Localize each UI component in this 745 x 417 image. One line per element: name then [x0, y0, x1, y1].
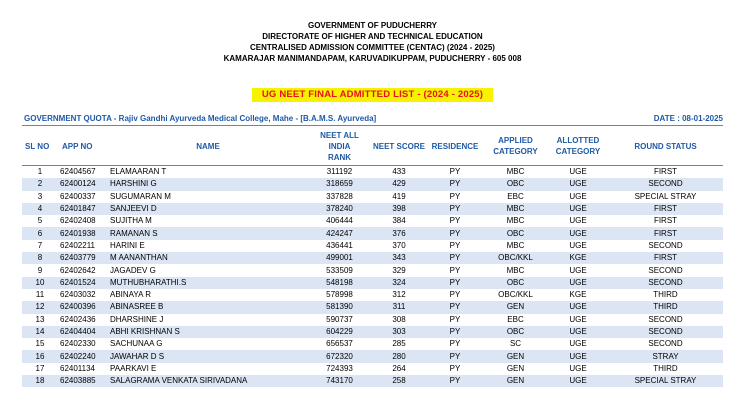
cell-sl-no: 18 [22, 375, 58, 387]
col-header-app-no: APP NO [58, 127, 108, 166]
cell-neet-score: 308 [392, 314, 406, 324]
col-header-name: NAME [108, 127, 308, 166]
cell-allotted-category: UGE [548, 227, 608, 239]
cell-neet-score: 258 [371, 375, 427, 387]
cell-round-status: SPECIAL STRAY [608, 375, 723, 387]
table-row [22, 178, 723, 190]
table-body [22, 166, 723, 388]
cell-allotted-category: KGE [548, 252, 608, 264]
cell-sl-no: 1 [37, 167, 43, 177]
cell-sl-no: 5 [37, 216, 43, 226]
cell-sl-no: 16 [22, 350, 58, 362]
table-row [22, 289, 723, 301]
table-row [22, 314, 723, 326]
header-line-4: KAMARAJAR MANIMANDAPAM, KARUVADIKUPPAM, PUDUCHERRY - 605 008 [223, 54, 522, 63]
table-row [22, 240, 723, 252]
cell-allotted-category: UGE [548, 350, 608, 362]
cell-name: SANJEEVI D [108, 203, 308, 215]
cell-name: SUJITHA M [110, 216, 152, 226]
cell-sl-no: 9 [37, 265, 43, 275]
cell-neet-rank: 311192 [326, 167, 353, 177]
cell-neet-rank: 743170 [308, 375, 371, 387]
cell-round-status: SECOND [608, 178, 723, 190]
col-header-applied-category: APPLIED CATEGORY [483, 127, 548, 166]
cell-neet-rank: 406444 [326, 216, 353, 226]
cell-applied-category: MBC [483, 203, 548, 215]
table-row [22, 191, 723, 203]
cell-app-no: 62400396 [58, 301, 108, 313]
cell-app-no: 62402330 [60, 339, 96, 349]
cell-neet-score: 285 [392, 339, 406, 349]
header-line-1: GOVERNMENT OF PUDUCHERRY [307, 21, 438, 30]
cell-neet-rank: 548198 [308, 277, 371, 289]
cell-app-no: 62402240 [58, 350, 108, 362]
cell-neet-rank: 581390 [308, 301, 371, 313]
cell-round-status: THIRD [653, 290, 678, 300]
cell-applied-category: EBC [507, 191, 524, 201]
cell-neet-rank: 590737 [326, 314, 353, 324]
cell-neet-rank: 656537 [326, 339, 353, 349]
cell-sl-no: 3 [37, 191, 43, 201]
cell-residence: PY [449, 314, 461, 324]
cell-allotted-category: UGE [569, 363, 587, 373]
table-row [22, 363, 723, 375]
cell-round-status: SECOND [648, 339, 683, 349]
cell-round-status: STRAY [608, 350, 723, 362]
cell-allotted-category: UGE [569, 240, 587, 250]
col-header-sl-no: SL NO [22, 127, 58, 166]
cell-name: RAMANAN S [108, 227, 308, 239]
cell-residence: PY [449, 240, 461, 250]
cell-round-status: FIRST [608, 252, 723, 264]
cell-name: MUTHUBHARATHI.S [108, 277, 308, 289]
cell-sl-no: 15 [35, 339, 45, 349]
cell-round-status: SECOND [608, 277, 723, 289]
cell-neet-rank: 604229 [308, 326, 371, 338]
cell-neet-score: 312 [392, 290, 406, 300]
cell-residence: PY [449, 290, 461, 300]
cell-applied-category: GEN [483, 350, 548, 362]
cell-applied-category: OBC [483, 277, 548, 289]
cell-applied-category: GEN [483, 375, 548, 387]
cell-residence: PY [427, 375, 483, 387]
cell-neet-rank: 424247 [308, 227, 371, 239]
cell-name: HARINI E [110, 240, 145, 250]
cell-neet-score: 376 [371, 227, 427, 239]
cell-app-no: 62400124 [58, 178, 108, 190]
cell-name: M AANANTHAN [108, 252, 308, 264]
cell-applied-category: GEN [506, 363, 525, 373]
cell-round-status: FIRST [653, 216, 678, 226]
cell-round-status: SECOND [648, 265, 683, 275]
cell-residence: PY [427, 227, 483, 239]
cell-app-no: 62404404 [58, 326, 108, 338]
cell-applied-category: OBC/KKL [498, 290, 533, 300]
cell-sl-no: 10 [22, 277, 58, 289]
cell-applied-category: MBC [506, 167, 525, 177]
cell-residence: PY [449, 191, 461, 201]
table-row [22, 338, 723, 350]
cell-neet-rank: 499001 [308, 252, 371, 264]
table-row [22, 227, 723, 239]
cell-round-status: THIRD [653, 363, 678, 373]
cell-neet-rank: 724393 [326, 363, 353, 373]
cell-applied-category: OBC [483, 326, 548, 338]
cell-allotted-category: UGE [548, 375, 608, 387]
cell-name: DHARSHINE J [110, 314, 164, 324]
cell-residence: PY [449, 167, 461, 177]
header-line-2: DIRECTORATE OF HIGHER AND TECHNICAL EDUCATION [262, 32, 483, 41]
cell-neet-score: 433 [392, 167, 406, 177]
cell-residence: PY [449, 265, 461, 275]
cell-sl-no: 6 [22, 227, 58, 239]
cell-applied-category: MBC [506, 240, 525, 250]
cell-round-status: FIRST [608, 227, 723, 239]
cell-residence: PY [427, 203, 483, 215]
cell-applied-category: MBC [506, 216, 525, 226]
cell-applied-category: OBC [483, 178, 548, 190]
cell-app-no: 62403032 [60, 290, 96, 300]
cell-residence: PY [449, 216, 461, 226]
admitted-list-table [22, 127, 723, 387]
cell-sl-no: 12 [22, 301, 58, 313]
banner-wrap [0, 84, 745, 102]
col-header-neet-score: NEET SCORE [371, 127, 427, 166]
cell-sl-no: 2 [22, 178, 58, 190]
header-line-3: CENTRALISED ADMISSION COMMITTEE (CENTAC) (2024 - 2025) [250, 43, 495, 52]
table-row [22, 215, 723, 227]
cell-allotted-category: UGE [548, 301, 608, 313]
table-row [22, 326, 723, 338]
cell-round-status: SECOND [648, 240, 683, 250]
cell-round-status: SECOND [608, 326, 723, 338]
quota-row [22, 114, 723, 126]
cell-app-no: 62402408 [60, 216, 96, 226]
cell-name: ELAMAARAN T [110, 167, 167, 177]
cell-app-no: 62401938 [58, 227, 108, 239]
cell-applied-category: OBC [483, 227, 548, 239]
cell-neet-score: 329 [392, 265, 406, 275]
cell-neet-rank: 672320 [308, 350, 371, 362]
table-row [22, 203, 723, 215]
cell-neet-score: 384 [392, 216, 406, 226]
cell-app-no: 62402642 [60, 265, 96, 275]
cell-name: SALAGRAMA VENKATA SIRIVADANA [108, 375, 308, 387]
cell-allotted-category: UGE [569, 167, 587, 177]
table-row [22, 166, 723, 179]
cell-neet-score: 311 [371, 301, 427, 313]
cell-neet-rank: 578998 [326, 290, 353, 300]
cell-round-status: SECOND [648, 314, 683, 324]
cell-applied-category: OBC/KKL [483, 252, 548, 264]
cell-name: SUGUMARAN M [110, 191, 171, 201]
cell-app-no: 62402211 [60, 240, 95, 250]
cell-residence: PY [449, 339, 461, 349]
cell-app-no: 62401134 [60, 363, 95, 373]
cell-neet-score: 398 [371, 203, 427, 215]
col-header-neet-rank: NEET ALL INDIA RANK [308, 127, 371, 166]
cell-residence: PY [427, 326, 483, 338]
cell-round-status: FIRST [653, 167, 678, 177]
cell-sl-no: 7 [37, 240, 43, 250]
cell-neet-score: 429 [371, 178, 427, 190]
table-row [22, 252, 723, 264]
cell-app-no: 62401847 [58, 203, 108, 215]
cell-neet-rank: 436441 [326, 240, 353, 250]
cell-sl-no: 13 [35, 314, 45, 324]
cell-neet-score: 303 [371, 326, 427, 338]
table-row [22, 301, 723, 313]
cell-neet-rank: 378240 [308, 203, 371, 215]
cell-app-no: 62404567 [60, 167, 96, 177]
cell-name: ABINAYA R [110, 290, 152, 300]
cell-neet-score: 343 [371, 252, 427, 264]
cell-name: SACHUNAA G [110, 339, 163, 349]
cell-name: JAWAHAR D S [108, 350, 308, 362]
table-row [22, 350, 723, 362]
cell-residence: PY [427, 350, 483, 362]
cell-applied-category: EBC [507, 314, 524, 324]
cell-sl-no: 17 [35, 363, 45, 373]
cell-neet-score: 419 [392, 191, 406, 201]
cell-name: ABHI KRISHNAN S [108, 326, 308, 338]
cell-allotted-category: UGE [548, 277, 608, 289]
cell-allotted-category: UGE [569, 314, 587, 324]
table-header-row [22, 127, 723, 166]
cell-name: PAARKAVI E [110, 363, 157, 373]
cell-allotted-category: UGE [548, 178, 608, 190]
cell-residence: PY [427, 277, 483, 289]
table-row [22, 375, 723, 387]
cell-allotted-category: UGE [569, 216, 587, 226]
cell-name: HARSHINI G [108, 178, 308, 190]
cell-neet-score: 324 [371, 277, 427, 289]
cell-allotted-category: UGE [569, 265, 587, 275]
cell-round-status: SPECIAL STRAY [634, 191, 697, 201]
table-row [22, 264, 723, 276]
cell-allotted-category: KGE [569, 290, 587, 300]
cell-neet-score: 264 [392, 363, 406, 373]
col-header-residence: RESIDENCE [427, 127, 483, 166]
cell-allotted-category: UGE [569, 191, 587, 201]
cell-sl-no: 8 [22, 252, 58, 264]
cell-applied-category: SC [509, 339, 522, 349]
col-header-allotted-category: ALLOTTED CATEGORY [548, 127, 608, 166]
cell-applied-category: MBC [506, 265, 525, 275]
cell-applied-category: GEN [483, 301, 548, 313]
list-date: DATE : 08-01-2025 [653, 114, 723, 123]
cell-allotted-category: UGE [548, 203, 608, 215]
cell-app-no: 62401524 [58, 277, 108, 289]
cell-name: JAGADEV G [110, 265, 156, 275]
table-row [22, 277, 723, 289]
cell-allotted-category: UGE [569, 339, 587, 349]
cell-residence: PY [449, 363, 461, 373]
cell-app-no: 62400337 [60, 191, 96, 201]
quota-title: GOVERNMENT QUOTA - Rajiv Gandhi Ayurveda Medical College, Mahe - [B.A.M.S. Ayurveda] [24, 114, 377, 123]
cell-app-no: 62403779 [58, 252, 108, 264]
cell-residence: PY [427, 301, 483, 313]
cell-allotted-category: UGE [548, 326, 608, 338]
cell-neet-rank: 533509 [326, 265, 353, 275]
cell-neet-score: 370 [392, 240, 406, 250]
cell-app-no: 62402436 [60, 314, 96, 324]
cell-sl-no: 14 [22, 326, 58, 338]
cell-residence: PY [427, 252, 483, 264]
cell-round-status: FIRST [608, 203, 723, 215]
cell-sl-no: 11 [35, 290, 45, 300]
cell-neet-score: 280 [371, 350, 427, 362]
cell-neet-rank: 337828 [326, 191, 353, 201]
list-title-banner: UG NEET FINAL ADMITTED LIST - (2024 - 2025) [252, 88, 493, 102]
cell-sl-no: 4 [22, 203, 58, 215]
cell-app-no: 62403885 [58, 375, 108, 387]
cell-residence: PY [427, 178, 483, 190]
col-header-round-status: ROUND STATUS [608, 127, 723, 166]
cell-neet-rank: 318659 [308, 178, 371, 190]
cell-round-status: THIRD [608, 301, 723, 313]
cell-name: ABINASREE B [108, 301, 308, 313]
